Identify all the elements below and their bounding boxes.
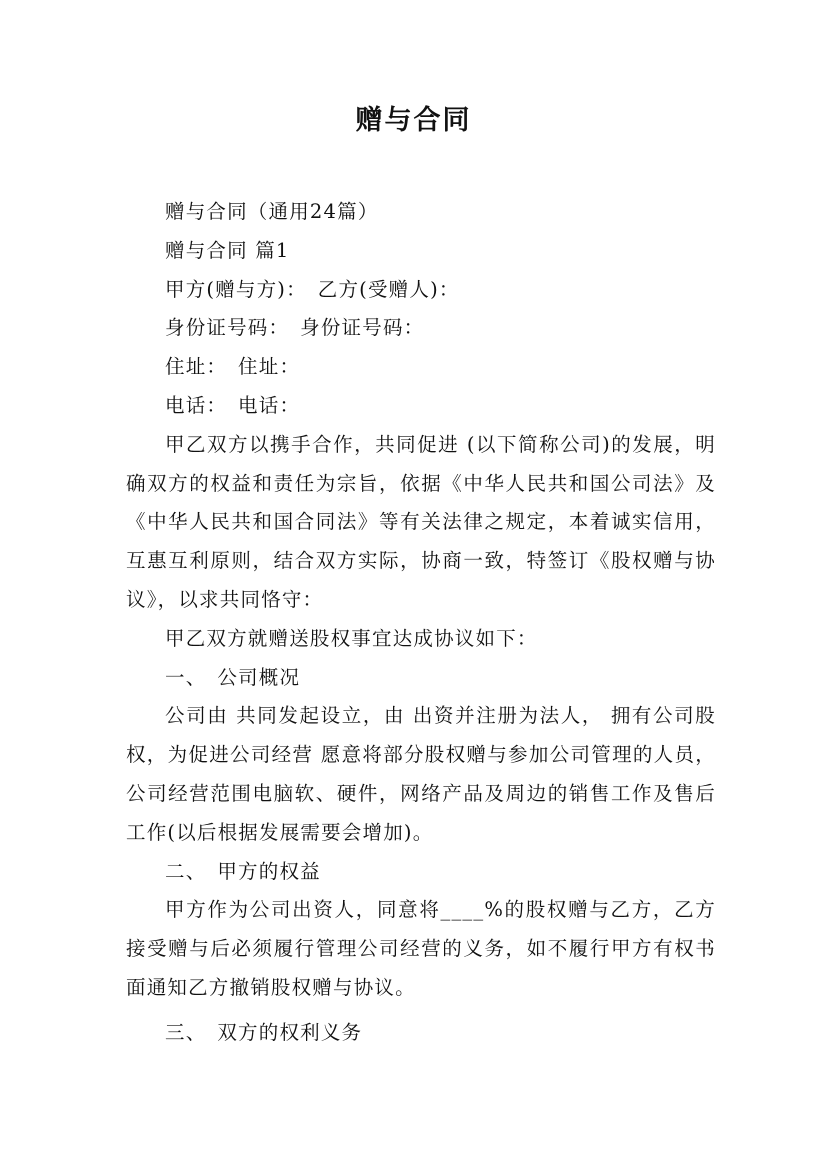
paragraph-id-numbers: 身份证号码： 身份证号码： xyxy=(165,316,425,340)
paragraph-subtitle: 赠与合同（通用24篇） xyxy=(165,200,379,223)
paragraph-company-overview: 公司由 共同发起设立，由 出资并注册为法人， 拥有公司股权，为促进公司经营 愿意将部分股权赠与参加公司管理的人员，公司经营范围电脑软、硬件，网络产品及周边的销售工作及售后工作(以后根据发展需要会增加)。 xyxy=(126,704,716,844)
paragraph-phones: 电话： 电话： xyxy=(165,393,301,417)
paragraph-preamble: 甲乙双方以携手合作，共同促进 (以下简称公司)的发展，明确双方的权益和责任为宗旨，依据《中华人民共和国公司法》及《中华人民共和国合同法》等有关法律之规定，本着诚实信用，互惠互利原则，结合双方实际，协商一致，特签订《股权赠与协议》，以求共同恪守： xyxy=(126,432,716,611)
paragraph-agreement-intro: 甲乙双方就赠送股权事宜达成协议如下： xyxy=(165,626,538,650)
paragraph-section-heading: 赠与合同 篇1 xyxy=(165,238,290,262)
document-body xyxy=(126,193,716,1053)
paragraph-addresses: 住址： 住址： xyxy=(165,355,301,379)
heading-party-a-rights: 二、 甲方的权益 xyxy=(165,859,321,883)
paragraph-party-a-rights: 甲方作为公司出资人，同意将____%的股权赠与乙方，乙方接受赠与后必须履行管理公司经营的义务，如不履行甲方有权书面通知乙方撤销股权赠与协议。 xyxy=(126,898,716,999)
document-title: 赠与合同 xyxy=(355,105,472,136)
paragraph-parties: 甲方(赠与方)： 乙方(受赠人)： xyxy=(165,277,460,301)
heading-company-overview: 一、 公司概况 xyxy=(165,665,301,689)
heading-mutual-obligations: 三、 双方的权利义务 xyxy=(165,1020,363,1044)
